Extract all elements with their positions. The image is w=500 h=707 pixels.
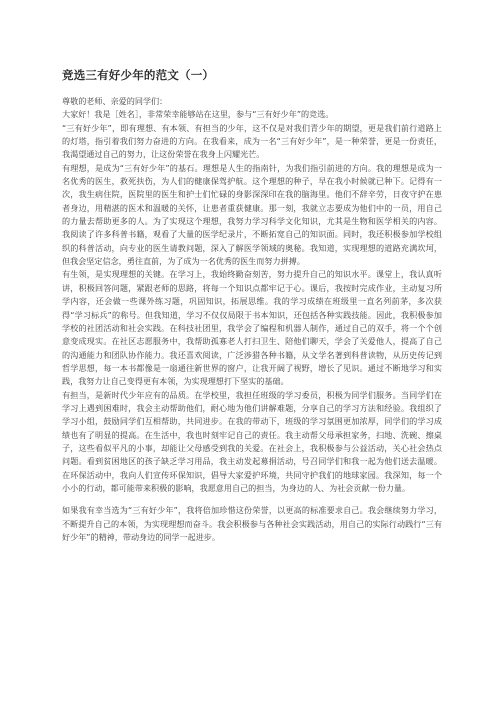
document-title: 竞选三有好少年的范文（一） — [62, 68, 215, 82]
paragraph: 有生领，是实现理想的关键。在学习上，我始终勤奋刻苦，努力提升自己的知识水平。课堂上，我认真听讲，积极回答问题，紧跟老师的思路，将每一个知识点都牢记于心。课后，我按时完成作业，主动复习所学内容，还会做一些课外练习题，巩固知识，拓展思维。我的学习成绩在班级里一直名列前茅，多次获得“学习标兵”的称号。但我知道，学习不仅仅局限于书本知识，还包括各种实践技能。因此，我积极参加学校的社团活动和社会实践。在科技社团里，我学会了编程和机器人制作，通过自己的双手，将一个个创意变成现实。在社区志愿服务中，我帮助孤寡老人打扫卫生、陪他们聊天，学会了关爱他人，提高了自己的沟通能力和团队协作能力。我还喜欢阅读，广泛涉猎各种书籍，从文学名著到科普读物，从历史传记到哲学思想，每一本书都像是一扇通往新世界的窗户，让我开阔了视野，增长了见识。通过不断地学习和实践，我努力让自己变得更有本领，为实现理想打下坚实的基础。 — [62, 269, 442, 387]
paragraph: 尊敬的老师、亲爱的同学们： — [62, 96, 168, 106]
paragraph: 有担当，是新时代少年应有的品质。在学校里，我担任班级的学习委员，积极为同学们服务。当同学们在学习上遇到困难时，我会主动帮助他们，耐心地为他们讲解难题，分享自己的学习方法和经验。我组织了学习小组，鼓励同学们互相帮助，共同进步。在我的带动下，班级的学习氛围更加浓厚，同学们的学习成绩也有了明显的提高。在生活中，我也时刻牢记自己的责任。我主动帮父母承担家务，扫地、洗碗、擦桌子，这些看似平凡的小事，却能让父母感受到我的关爱。在社会上，我积极参与公益活动，关心社会热点问题。看到贫困地区的孩子缺乏学习用品，我主动发起募捐活动，号召同学们和我一起为他们送去温暖。在环保活动中，我向人们宣传环保知识，倡导大家爱护环境，共同守护我们的地球家园。我深知，每一个小小的行动，都可能带来积极的影响，我愿意用自己的担当，为身边的人、为社会贡献一份力量。 — [62, 389, 442, 493]
paragraph: 有理想，是成为“三有好少年”的基石。理想是人生的指南针，为我们指引前进的方向。我的理想是成为一名优秀的医生，救死扶伤，为人们的健康保驾护航。这个理想的种子，早在我小时候就已种下。记得有一次，我生病住院，医院里的医生和护士们忙碌的身影深深印在我的脑海里。他们不辞辛劳，日夜守护在患者身边，用精湛的医术和温暖的关怀，让患者重获健康。那一刻，我就立志要成为他们中的一员，用自己的力量去帮助更多的人。为了实现这个理想，我努力学习科学文化知识，尤其是生物和医学相关的内容。我阅读了许多科普书籍，观看了大量的医学纪录片，不断拓宽自己的知识面。同时，我还积极参加学校组织的科普活动，向专业的医生请教问题，深入了解医学领域的奥秘。我知道，实现理想的道路充满坎坷，但我会坚定信念，勇往直前，为了成为一名优秀的医生而努力拼搏。 — [62, 162, 442, 267]
paragraph: 如果我有幸当选为“三有好少年”，我将倍加珍惜这份荣誉，以更高的标准要求自己。我会继续努力学习，不断提升自己的本领，为实现理想而奋斗。我会积极参与各种社会实践活动，用自己的实际行动践行“三有好少年”的精神，带动身边的同学一起进步。 — [62, 505, 442, 542]
paragraph: “三有好少年”，即有理想、有本领、有担当的少年，这不仅是对我们青少年的期望，更是我们前行道路上的灯塔，指引着我们努力奋进的方向。在我看来，成为一名“三有好少年”，是一种荣誉，更是一份责任，我渴望通过自己的努力，让这份荣誉在我身上闪耀光芒。 — [62, 122, 442, 160]
document-body — [62, 95, 442, 544]
paragraph: 大家好！我是［姓名］，非常荣幸能够站在这里，参与“三有好少年”的竞选。 — [62, 109, 334, 120]
